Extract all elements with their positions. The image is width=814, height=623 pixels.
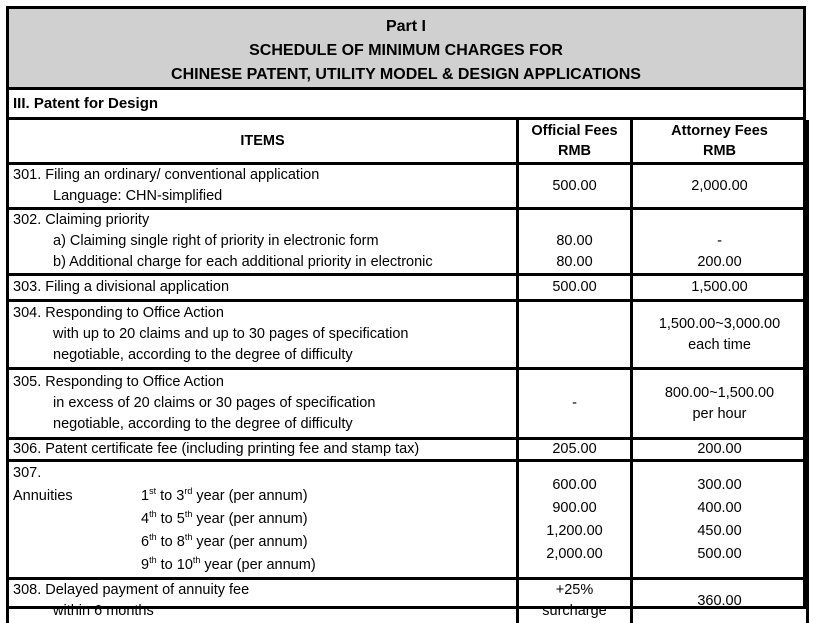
attorney-fee-303: 1,500.00 bbox=[632, 275, 808, 301]
item-307: 307. Annuities 1st to 3rd year (per annum) 4th to 5th year (per annum) 6th to 8th year (per annum) 9th to 10th year (per annum) bbox=[8, 461, 518, 579]
table-row bbox=[8, 439, 808, 461]
table-row bbox=[8, 301, 808, 369]
table-row bbox=[8, 209, 808, 275]
annuity-year-1: 1st to 3rd year (per annum) bbox=[141, 486, 308, 504]
table-header-row bbox=[8, 120, 808, 164]
fee-table bbox=[6, 120, 809, 623]
official-fee-307: 600.00 900.00 1,200.00 2,000.00 bbox=[518, 461, 632, 579]
table-row bbox=[8, 369, 808, 439]
attorney-fee-302: - 200.00 bbox=[632, 209, 808, 275]
attorney-fee-304: 1,500.00~3,000.00 each time bbox=[632, 301, 808, 369]
annuity-year-4: 9th to 10th year (per annum) bbox=[141, 555, 316, 573]
items-header: ITEMS bbox=[8, 120, 518, 164]
schedule-title-line2: CHINESE PATENT, UTILITY MODEL & DESIGN APPLICATIONS bbox=[171, 66, 641, 83]
table-row bbox=[8, 275, 808, 301]
attorney-fees-header: Attorney Fees RMB bbox=[632, 120, 808, 164]
official-fee-308: +25% surcharge bbox=[518, 579, 632, 623]
attorney-fee-301: 2,000.00 bbox=[632, 164, 808, 209]
annuity-year-2: 4th to 5th year (per annum) bbox=[141, 509, 308, 527]
official-fee-301: 500.00 bbox=[518, 164, 632, 209]
official-fees-header: Official Fees RMB bbox=[518, 120, 632, 164]
table-row bbox=[8, 461, 808, 579]
attorney-fee-308: 360.00 bbox=[632, 579, 808, 623]
part-label: Part I bbox=[385, 18, 426, 35]
official-fee-302: 80.00 80.00 bbox=[518, 209, 632, 275]
annuity-year-3: 6th to 8th year (per annum) bbox=[141, 532, 308, 550]
item-302: 302. Claiming priority a) Claiming single right of priority in electronic form b) Additional charge for each additional priority in electronic bbox=[8, 209, 518, 275]
official-fee-304 bbox=[518, 301, 632, 369]
item-303: 303. Filing a divisional application bbox=[8, 275, 518, 301]
item-305: 305. Responding to Office Action in excess of 20 claims or 30 pages of specification negotiable, according to the degree of difficulty bbox=[8, 369, 518, 439]
item-304: 304. Responding to Office Action with up to 20 claims and up to 30 pages of specification negotiable, according to the degree of difficulty bbox=[8, 301, 518, 369]
attorney-fee-305: 800.00~1,500.00 per hour bbox=[632, 369, 808, 439]
section-title: III. Patent for Design bbox=[6, 90, 806, 120]
item-306: 306. Patent certificate fee (including printing fee and stamp tax) bbox=[8, 439, 518, 461]
schedule-header bbox=[6, 6, 806, 90]
item-301: 301. Filing an ordinary/ conventional application Language: CHN-simplified bbox=[8, 164, 518, 209]
table-row bbox=[8, 164, 808, 209]
attorney-fee-307: 300.00 400.00 450.00 500.00 bbox=[632, 461, 808, 579]
official-fee-303: 500.00 bbox=[518, 275, 632, 301]
schedule-title-line1: SCHEDULE OF MINIMUM CHARGES FOR bbox=[249, 42, 563, 59]
official-fee-305: - bbox=[518, 369, 632, 439]
official-fee-306: 205.00 bbox=[518, 439, 632, 461]
item-308: 308. Delayed payment of annuity fee within 6 months bbox=[8, 579, 518, 623]
attorney-fee-306: 200.00 bbox=[632, 439, 808, 461]
